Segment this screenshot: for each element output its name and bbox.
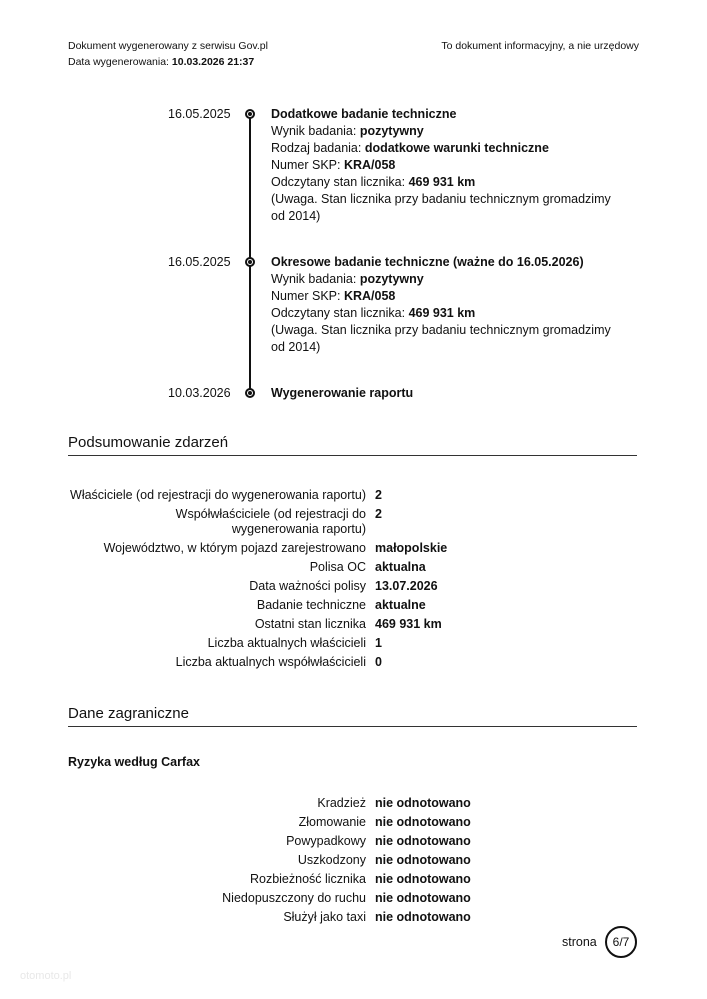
event-line — [271, 288, 611, 305]
summary-label: Data ważności polisy — [249, 579, 366, 593]
event-line-value: 469 931 km — [408, 175, 476, 189]
event-line-value: KRA/058 — [343, 289, 396, 303]
event-line — [271, 123, 611, 140]
event-line — [271, 157, 611, 174]
carfax-label: Kradzież — [317, 796, 366, 810]
event-line-label: Rodzaj badania: — [271, 141, 365, 155]
carfax-label: Służył jako taxi — [283, 910, 366, 924]
summary-label: Województwo, w którym pojazd zarejestrowano — [103, 541, 366, 555]
event-line-value: pozytywny — [359, 272, 424, 286]
timeline-date-2: 16.05.2025 — [168, 255, 231, 269]
header-generated-date — [68, 56, 254, 68]
carfax-value: nie odnotowano — [375, 910, 471, 924]
timeline-dot-icon — [245, 257, 255, 267]
summary-label: Polisa OC — [309, 560, 366, 574]
summary-value: 1 — [375, 636, 382, 650]
carfax-subtitle: Ryzyka według Carfax — [68, 755, 200, 769]
header-source: Dokument wygenerowany z serwisu Gov.pl — [68, 40, 268, 52]
event-line — [271, 271, 611, 288]
summary-value: 2 — [375, 507, 382, 521]
summary-value: 469 931 km — [375, 617, 442, 631]
timeline-dot-icon — [245, 388, 255, 398]
carfax-label: Powypadkowy — [286, 834, 366, 848]
carfax-value: nie odnotowano — [375, 796, 471, 810]
event-note: (Uwaga. Stan licznika przy badaniu technicznym gromadzimy od 2014) — [271, 192, 611, 223]
event-note: (Uwaga. Stan licznika przy badaniu technicznym gromadzimy od 2014) — [271, 323, 611, 354]
event-title: Wygenerowanie raportu — [271, 386, 414, 400]
event-line-value: pozytywny — [359, 124, 424, 138]
event-line-label: Wynik badania: — [271, 272, 360, 286]
summary-label: Ostatni stan licznika — [254, 617, 366, 631]
carfax-value: nie odnotowano — [375, 872, 471, 886]
section-title-summary: Podsumowanie zdarzeń — [68, 434, 637, 456]
summary-label: Współwłaściciele (od rejestracji do wygenerowania raportu) — [175, 507, 366, 536]
event-line-value: 469 931 km — [408, 306, 476, 320]
event-title: Okresowe badanie techniczne (ważne do 16.05.2026) — [271, 255, 584, 269]
event-line-label: Odczytany stan licznika: — [271, 306, 409, 320]
timeline-dot-icon — [245, 109, 255, 119]
carfax-label: Złomowanie — [298, 815, 366, 829]
event-line — [271, 174, 611, 191]
page-label: strona — [562, 935, 597, 949]
carfax-value: nie odnotowano — [375, 815, 471, 829]
event-line-label: Numer SKP: — [271, 289, 344, 303]
carfax-label: Rozbieżność licznika — [249, 872, 366, 886]
event-line-label: Wynik badania: — [271, 124, 360, 138]
timeline-event-2 — [271, 254, 611, 356]
event-line-label: Odczytany stan licznika: — [271, 175, 409, 189]
summary-value: 2 — [375, 488, 382, 502]
carfax-value: nie odnotowano — [375, 853, 471, 867]
summary-label: Badanie techniczne — [256, 598, 366, 612]
carfax-label: Uszkodzony — [297, 853, 366, 867]
timeline-event-3 — [271, 385, 611, 402]
carfax-value: nie odnotowano — [375, 891, 471, 905]
timeline-event-1 — [271, 106, 611, 225]
summary-value: małopolskie — [375, 541, 448, 555]
summary-value: 13.07.2026 — [375, 579, 438, 593]
event-line — [271, 140, 611, 157]
summary-value: aktualne — [375, 598, 426, 612]
carfax-label: Niedopuszczony do ruchu — [222, 891, 366, 905]
summary-value: aktualna — [375, 560, 426, 574]
summary-value: 0 — [375, 655, 382, 669]
carfax-value: nie odnotowano — [375, 834, 471, 848]
timeline-line — [249, 114, 251, 394]
timeline-date-3: 10.03.2026 — [168, 386, 231, 400]
header-disclaimer: To dokument informacyjny, a nie urzędowy — [441, 40, 639, 52]
summary-label: Właściciele (od rejestracji do wygenerowania raportu) — [70, 488, 366, 502]
event-line-value: KRA/058 — [343, 158, 396, 172]
header-generated-value: 10.03.2026 21:37 — [171, 56, 255, 68]
summary-label: Liczba aktualnych właścicieli — [207, 636, 366, 650]
timeline-date-1: 16.05.2025 — [168, 107, 231, 121]
event-line-value: dodatkowe warunki techniczne — [364, 141, 549, 155]
section-title-foreign: Dane zagraniczne — [68, 705, 637, 727]
header-generated-label: Data wygenerowania: — [68, 56, 172, 68]
event-title: Dodatkowe badanie techniczne — [271, 107, 457, 121]
event-line — [271, 305, 611, 322]
page-number-badge: 6/7 — [605, 926, 637, 958]
watermark: otomoto.pl — [20, 970, 72, 982]
event-line-label: Numer SKP: — [271, 158, 344, 172]
summary-label: Liczba aktualnych współwłaścicieli — [175, 655, 366, 669]
